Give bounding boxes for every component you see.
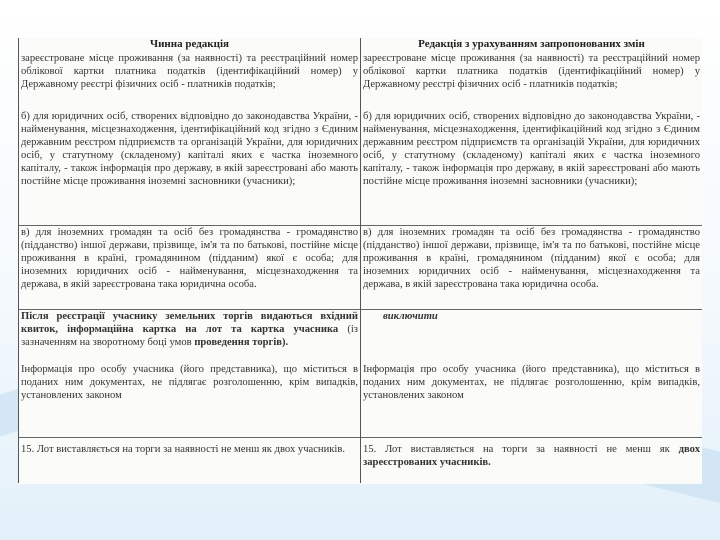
cell-text: в) для іноземних громадян та осіб без громадянства - громадянство (підданство) іншої держави, прізвище, ім'я та по батькові, постійне місце проживання в країні, громадянином (підданим) якої є особа; для іноземних юридичних осіб - найменування, місцезнаходження та держава, в якій зареєстрована така юридична особа. [363,226,700,290]
cell-current [19,52,361,110]
cell-proposed [361,52,703,110]
bold-text: Після реєстрації учаснику земельних торгів видаються вхідний квиток, інформаційна картка на лот та картка учасника [21,310,358,335]
bold-text: проведення торгів). [194,336,289,348]
cell-proposed [361,309,703,437]
comparison-table [18,38,702,483]
cell-text: 15. Лот виставляється на торги за наявності не менш як двох учасників. [21,443,346,455]
cell-text: б) для юридичних осіб, створених відповідно до законодавства України, - найменування, місцезнаходження, ідентифікаційний код згідно з Єдиним державним реєстром підприємств та організацій України, для юридичних осіб, у статутному (складеному) капіталі яких є частка іноземного капіталу, - також інформація про державу, в якій зареєстровані або мають постійне місце проживання іноземні засновники (учасники); [21,111,358,187]
cell-text-normal: (із зазначенням на зворотному боці умов [21,323,358,348]
cell-text: зареєстроване місце проживання (за наявності) та реєстраційний номер облікової картки платника податків (ідентифікаційний номер) у Державному реєстрі фізичних осіб - платників податків; [363,53,700,90]
cell-current [19,437,361,483]
cell-text: Інформація про особу учасника (його представника), що міститься в поданих ним документах, не підлягає розголошенню, крім випадків, установлених законом [21,363,358,401]
cell-proposed [361,225,703,309]
cell-proposed [361,110,703,225]
cell-text: зареєстроване місце проживання (за наявності) та реєстраційний номер облікової картки платника податків (ідентифікаційний номер) у Державному реєстрі фізичних осіб - платників податків; [21,53,358,90]
header-row [19,38,703,52]
cell-text [21,310,358,349]
header-proposed: Редакція з урахуванням запропонованих змін [361,38,703,52]
cell-proposed [361,437,703,483]
bold-text: двох зареєстрованих учасників. [363,443,700,468]
table-row [19,225,703,309]
table-row [19,309,703,437]
cell-text [363,443,700,469]
deleted-marker: виключити [383,310,438,322]
table-row [19,110,703,225]
table-row [19,52,703,110]
cell-current [19,309,361,437]
document-page [18,38,702,484]
cell-text: б) для юридичних осіб, створених відповідно до законодавства України, - найменування, місцезнаходження, ідентифікаційний код згідно з Єдиним державним реєстром підприємств та організацій України, для юридичних осіб, у статутному (складеному) капіталі яких є частка іноземного капіталу, - також інформація про державу, в якій зареєстровані або мають постійне місце проживання іноземні засновники (учасники); [363,111,700,187]
header-current: Чинна редакція [19,38,361,52]
table-row [19,437,703,483]
cell-text-normal: 15. Лот виставляється на торги за наявності не менш як [363,443,679,455]
cell-text: Інформація про особу учасника (його представника), що міститься в поданих ним документах, не підлягає розголошенню, крім випадків, установлених законом [363,363,700,401]
cell-text: в) для іноземних громадян та осіб без громадянства - громадянство (підданство) іншої держави, прізвище, ім'я та по батькові, постійне місце проживання в країні, громадянином (підданим) якої є особа; для іноземних юридичних осіб - найменування, місцезнаходження та держава, в якій зареєстрована така юридична особа. [21,226,358,290]
cell-current [19,110,361,225]
cell-current [19,225,361,309]
